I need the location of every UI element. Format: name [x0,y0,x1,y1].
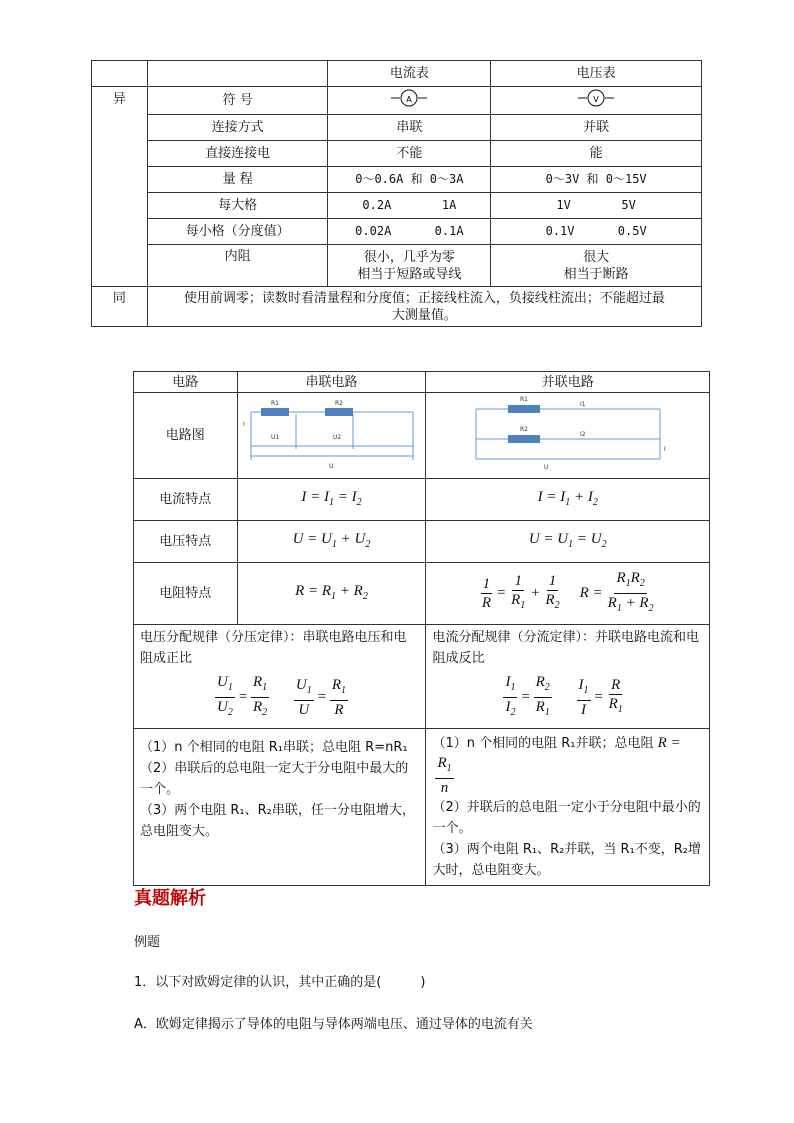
header-blank-2 [147,61,328,87]
svg-text:V: V [593,95,599,104]
parallel-rule-formulas: $\frac{I_1}{I_2}$ = $\frac{R_2}{R_1}$ $\frac{I_1}{I}$ = $\frac{R}{R_1}$ [505,674,623,718]
row-label-connection: 连接方式 [147,115,328,141]
parallel-division-rule [426,625,710,729]
parallel-note-1-formula: R = $\frac{R_1}{n}$ [437,735,681,796]
row-label-big-division: 每大格 [147,193,328,219]
series-diagram [237,393,426,479]
row-label-symbol: 符 号 [147,87,328,115]
circuit-comparison-table [133,371,710,886]
parallel-r1-resistor [508,405,540,413]
voltmeter-symbol-icon [576,87,616,109]
parallel-voltage-formula: $U = U_1 = U_2$ [426,521,710,563]
svg-text:U1: U1 [271,434,280,441]
svg-text:I: I [243,421,246,428]
svg-text:R2: R2 [335,400,344,407]
header-blank-1 [92,61,148,87]
parallel-r2-resistor [508,435,540,443]
parallel-current-formula: $I = I_1 + I_2$ [426,479,710,521]
series-notes [134,729,426,886]
series-division-rule [134,625,426,729]
ammeter-direct: 不能 [328,141,491,167]
meter-comparison-table [91,60,702,327]
section-title: 真题解析 [134,888,206,909]
row-label-range: 量 程 [147,167,328,193]
row-label-small-division: 每小格（分度值） [147,219,328,245]
voltmeter-direct: 能 [491,141,702,167]
ammeter-big-division: 0.2A 1A [328,193,491,219]
ammeter-resistance-line2: 相当于短路或导线 [357,266,462,282]
ammeter-resistance-line1: 很小，几乎为零 [363,249,455,265]
ammeter-resistance [328,245,491,287]
svg-text:I: I [663,446,666,453]
svg-text:I1: I1 [579,401,586,408]
parallel-rule-text: 电流分配规律（分流定律）：并联电路电流和电阻成反比 [432,630,699,666]
parallel-notes [426,729,710,886]
ammeter-connection: 串联 [328,115,491,141]
ammeter-symbol-icon [389,87,429,109]
series-note-2: （2）串联后的总电阻一定大于分电阻中最大的一个。 [140,761,409,797]
row-label-resistance: 内阻 [147,245,328,287]
svg-text:R1: R1 [271,400,280,407]
series-resistance-formula: $R = R_1 + R_2$ [237,563,426,625]
parallel-diagram [426,393,710,479]
voltmeter-resistance [491,245,702,287]
svg-text:U2: U2 [333,434,342,441]
ammeter-small-division: 0.02A 0.1A [328,219,491,245]
series-current-formula: $I = I_1 = I_2$ [237,479,426,521]
ammeter-range: 0～0.6A 和 0～3A [328,167,491,193]
option-a: A．欧姆定律揭示了导体的电阻与导体两端电压、通过导体的电流有关 [134,1017,533,1032]
row-label-resistance: 电阻特点 [134,563,238,625]
voltmeter-resistance-line1: 很大 [583,249,610,265]
same-text: 使用前调零；读数时看清量程和分度值；正接线柱流入，负接线柱流出；不能超过最大测量值。 [147,287,701,327]
same-label: 同 [92,287,148,327]
row-label-voltage: 电压特点 [134,521,238,563]
ammeter-symbol [328,87,491,115]
question-text: 1．以下对欧姆定律的认识，其中正确的是( ) [134,975,426,990]
header-circuit: 电路 [134,372,238,393]
row-label-direct: 直接连接电 [147,141,328,167]
voltmeter-big-division: 1V 5V [491,193,702,219]
svg-text:R2: R2 [519,426,528,433]
row-label-current: 电流特点 [134,479,238,521]
series-r1-resistor [261,408,289,416]
series-voltage-formula: $U = U_1 + U_2$ [237,521,426,563]
example-label: 例题 [134,935,161,950]
series-r2-resistor [325,408,353,416]
parallel-circuit-diagram [468,393,668,473]
voltmeter-range: 0～3V 和 0～15V [491,167,702,193]
series-circuit-diagram [241,394,421,472]
svg-text:U: U [329,463,334,470]
series-note-3: （3）两个电阻 R₁、R₂串联，任一分电阻增大，总电阻变大。 [140,803,415,839]
svg-text:U: U [543,464,549,471]
header-series: 串联电路 [237,372,426,393]
row-label-diagram: 电路图 [134,393,238,479]
series-note-1: （1）n 个相同的电阻 R₁串联；总电阻 R=nR₁ [140,740,408,755]
header-parallel: 并联电路 [426,372,710,393]
parallel-note-3: （3）两个电阻 R₁、R₂并联，当 R₁不变，R₂增大时，总电阻变大。 [432,842,701,878]
header-ammeter: 电流表 [328,61,491,87]
voltmeter-symbol [491,87,702,115]
parallel-note-1 [432,733,703,797]
svg-text:R1: R1 [519,396,528,403]
voltmeter-resistance-line2: 相当于断路 [563,266,629,282]
svg-text:A: A [406,95,413,104]
voltmeter-small-division: 0.1V 0.5V [491,219,702,245]
series-rule-text: 电压分配规律（分压定律）：串联电路电压和电阻成正比 [140,630,407,666]
parallel-note-2: （2）并联后的总电阻一定小于分电阻中最小的一个。 [432,800,701,836]
voltmeter-connection: 并联 [491,115,702,141]
parallel-resistance-formula: $\frac{1}{R}$ = $\frac{1}{R_1}$ + $\frac{1}{R_2}$ R = $\frac{R_1R_2}{R_1 + R_2}$ [426,563,710,625]
diff-label: 异 [92,87,148,287]
svg-text:I2: I2 [579,431,586,438]
series-rule-formulas: $\frac{U_1}{U_2}$ = $\frac{R_1}{R_2}$ $\frac{U_1}{U}$ = $\frac{R_1}{R}$ [217,674,347,718]
parallel-note-1-text: （1）n 个相同的电阻 R₁并联；总电阻 [432,736,654,751]
header-voltmeter: 电压表 [491,61,702,87]
